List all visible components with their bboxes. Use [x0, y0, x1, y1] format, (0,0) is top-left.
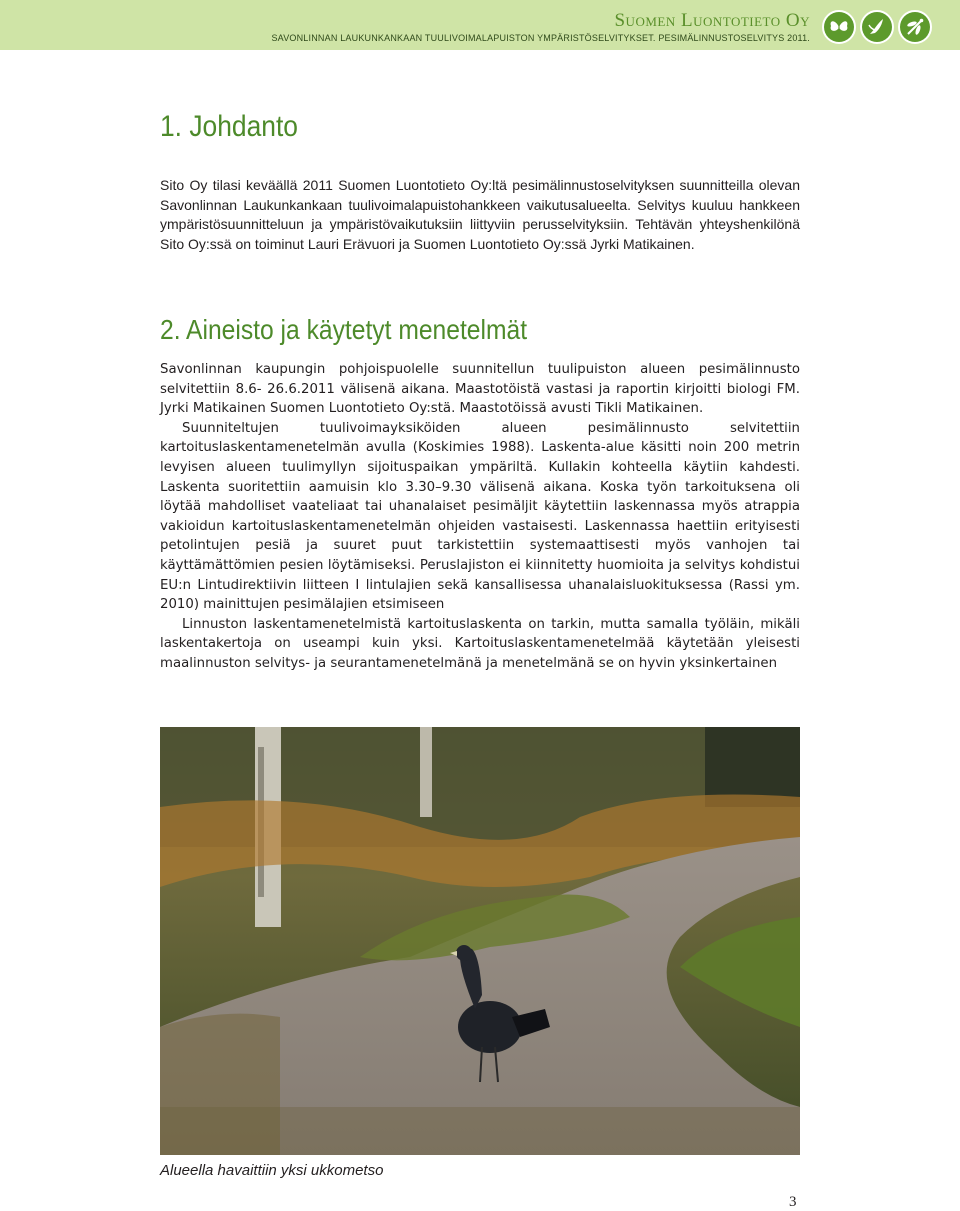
- logo-butterfly: [822, 10, 856, 44]
- logo-dragonfly: [898, 10, 932, 44]
- forest-path-image: [160, 727, 800, 1155]
- page-number: 3: [789, 1194, 797, 1210]
- brand-name: Suomen Luontotieto Oy: [614, 10, 810, 31]
- logo-bird: [860, 10, 894, 44]
- report-subtitle: SAVONLINNAN LAUKUNKANKAAN TUULIVOIMALAPUISTON YMPÄRISTÖSELVITYKSET. PESIMÄLINNUSTOSELVITYS 2011.: [271, 33, 810, 43]
- methods-text: [160, 360, 800, 674]
- capercaillie-photo: [160, 727, 800, 1155]
- section-heading-introduction: 1. Johdanto: [160, 110, 298, 143]
- bird-icon: [866, 16, 888, 38]
- photo-caption: Alueella havaittiin yksi ukkometso: [160, 1162, 384, 1179]
- logo-row: [822, 10, 932, 44]
- methods-paragraph-3: Linnuston laskentamenetelmistä kartoituslaskenta on tarkin, mutta samalla työläin, mikäli laskentakertoja on useampi kuin yksi. Kartoituslaskentamenetelmää käytetään yleisesti maalinnuston selvitys- ja seurantamenetelmänä ja menetelmänä se on hyvin yksinkertainen: [160, 616, 800, 671]
- dragonfly-icon: [904, 16, 926, 38]
- methods-paragraph-2: Suunniteltujen tuulivoimayksiköiden alueen pesimälinnusto selvitettiin kartoituslaskentamenetelmän avulla (Koskimies 1988). Laskenta-alue käsitti noin 200 metrin levyisen alueen tuulimyllyn sijoituspaikan ympäriltä. Kullakin kohteella käytiin kahdesti. Laskenta suoritettiin aamuisin klo 3.30–9.30 välisenä aikana. Koska työn tarkoituksena oli löytää mahdolliset vaateliaat tai uhanalaiset pesimäljit käytettiin laskennassa myös atrappia vakioidun kartoituslaskentamenetelmän ohjeiden vastaisesti. Laskennassa haettiin erityisesti petolintujen pesiä ja suuret puut tarkistettiin systemaattisesti myös vanhojen tai käyttämättömien pesien löytämiseksi. Peruslajiston ei kiinnitetty huomioita ja selvitys kohdistui EU:n Lintudirektiivin liitteen I lintulajien sekä kansallisessa uhanalaisluokituksessa (Rassi ym. 2010) mainittujen pesimälajien etsimiseen: [160, 420, 800, 613]
- section-heading-methods: 2. Aineisto ja käytetyt menetelmät: [160, 314, 528, 345]
- methods-paragraph-1: Savonlinnan kaupungin pohjoispuolelle suunnitellun tuulipuiston alueen pesimälinnusto selvitettiin 8.6- 26.6.2011 välisenä aikana. Maastotöistä vastasi ja raportin kirjoitti biologi FM. Jyrki Matikainen Suomen Luontotieto Oy:stä. Maastotöissä avusti Tikli Matikainen.: [160, 362, 800, 417]
- introduction-paragraph: Sito Oy tilasi keväällä 2011 Suomen Luontotieto Oy:ltä pesimälinnustoselvityksen suunnitteilla olevan Savonlinnan Laukunkankaan tuulivoimalapuistohankkeen vaikutusalueelta. Selvitys kuuluu hankkeen ympäristösuunnitteluun ja ympäristövaikutuksiin liittyviin perusselvityksiin. Tehtävän yhteyshenkilönä Sito Oy:ssä on toiminut Lauri Erävuori ja Suomen Luontotieto Oy:ssä Jyrki Matikainen.: [160, 177, 800, 252]
- butterfly-icon: [828, 16, 850, 38]
